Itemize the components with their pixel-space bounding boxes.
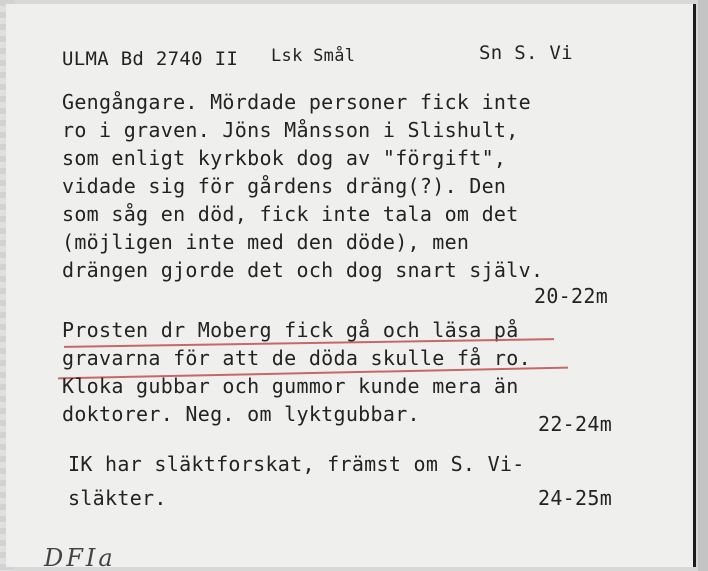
header-category: Lsk Smål: [271, 46, 356, 66]
archive-card: [6, 4, 696, 567]
text-line: drängen gjorde det och dog snart själv.: [62, 258, 544, 282]
text-line: Prosten dr Moberg fick gå och läsa på: [62, 318, 519, 342]
text-line: vidade sig för gårdens dräng(?). Den: [62, 174, 507, 198]
timestamp: 22-24m: [538, 412, 613, 436]
header-parish: Sn S. Vi: [479, 42, 573, 64]
text-line: som såg en död, fick inte tala om det: [62, 202, 519, 226]
text-line: släkter.: [68, 486, 167, 510]
text-line: Kloka gubbar och gummor kunde mera än: [62, 374, 519, 398]
text-line: doktorer. Neg. om lyktgubbar.: [62, 402, 420, 426]
text-line: gravarna för att de döda skulle få ro.: [62, 346, 531, 370]
handwritten-mark: DFIa: [44, 544, 116, 567]
right-edge-shadow: [698, 0, 708, 571]
text-line: som enligt kyrkbok dog av "förgift",: [62, 146, 507, 170]
timestamp: 24-25m: [538, 486, 613, 510]
text-line: (möjligen inte med den döde), men: [62, 230, 470, 254]
header-ref: ULMA Bd 2740 II: [62, 48, 239, 70]
timestamp: 20-22m: [534, 284, 609, 308]
text-line: ro i graven. Jöns Månsson i Slishult,: [62, 118, 519, 142]
text-line: IK har släktforskat, främst om S. Vi-: [68, 452, 525, 476]
text-line: Gengångare. Mördade personer fick inte: [62, 90, 531, 114]
